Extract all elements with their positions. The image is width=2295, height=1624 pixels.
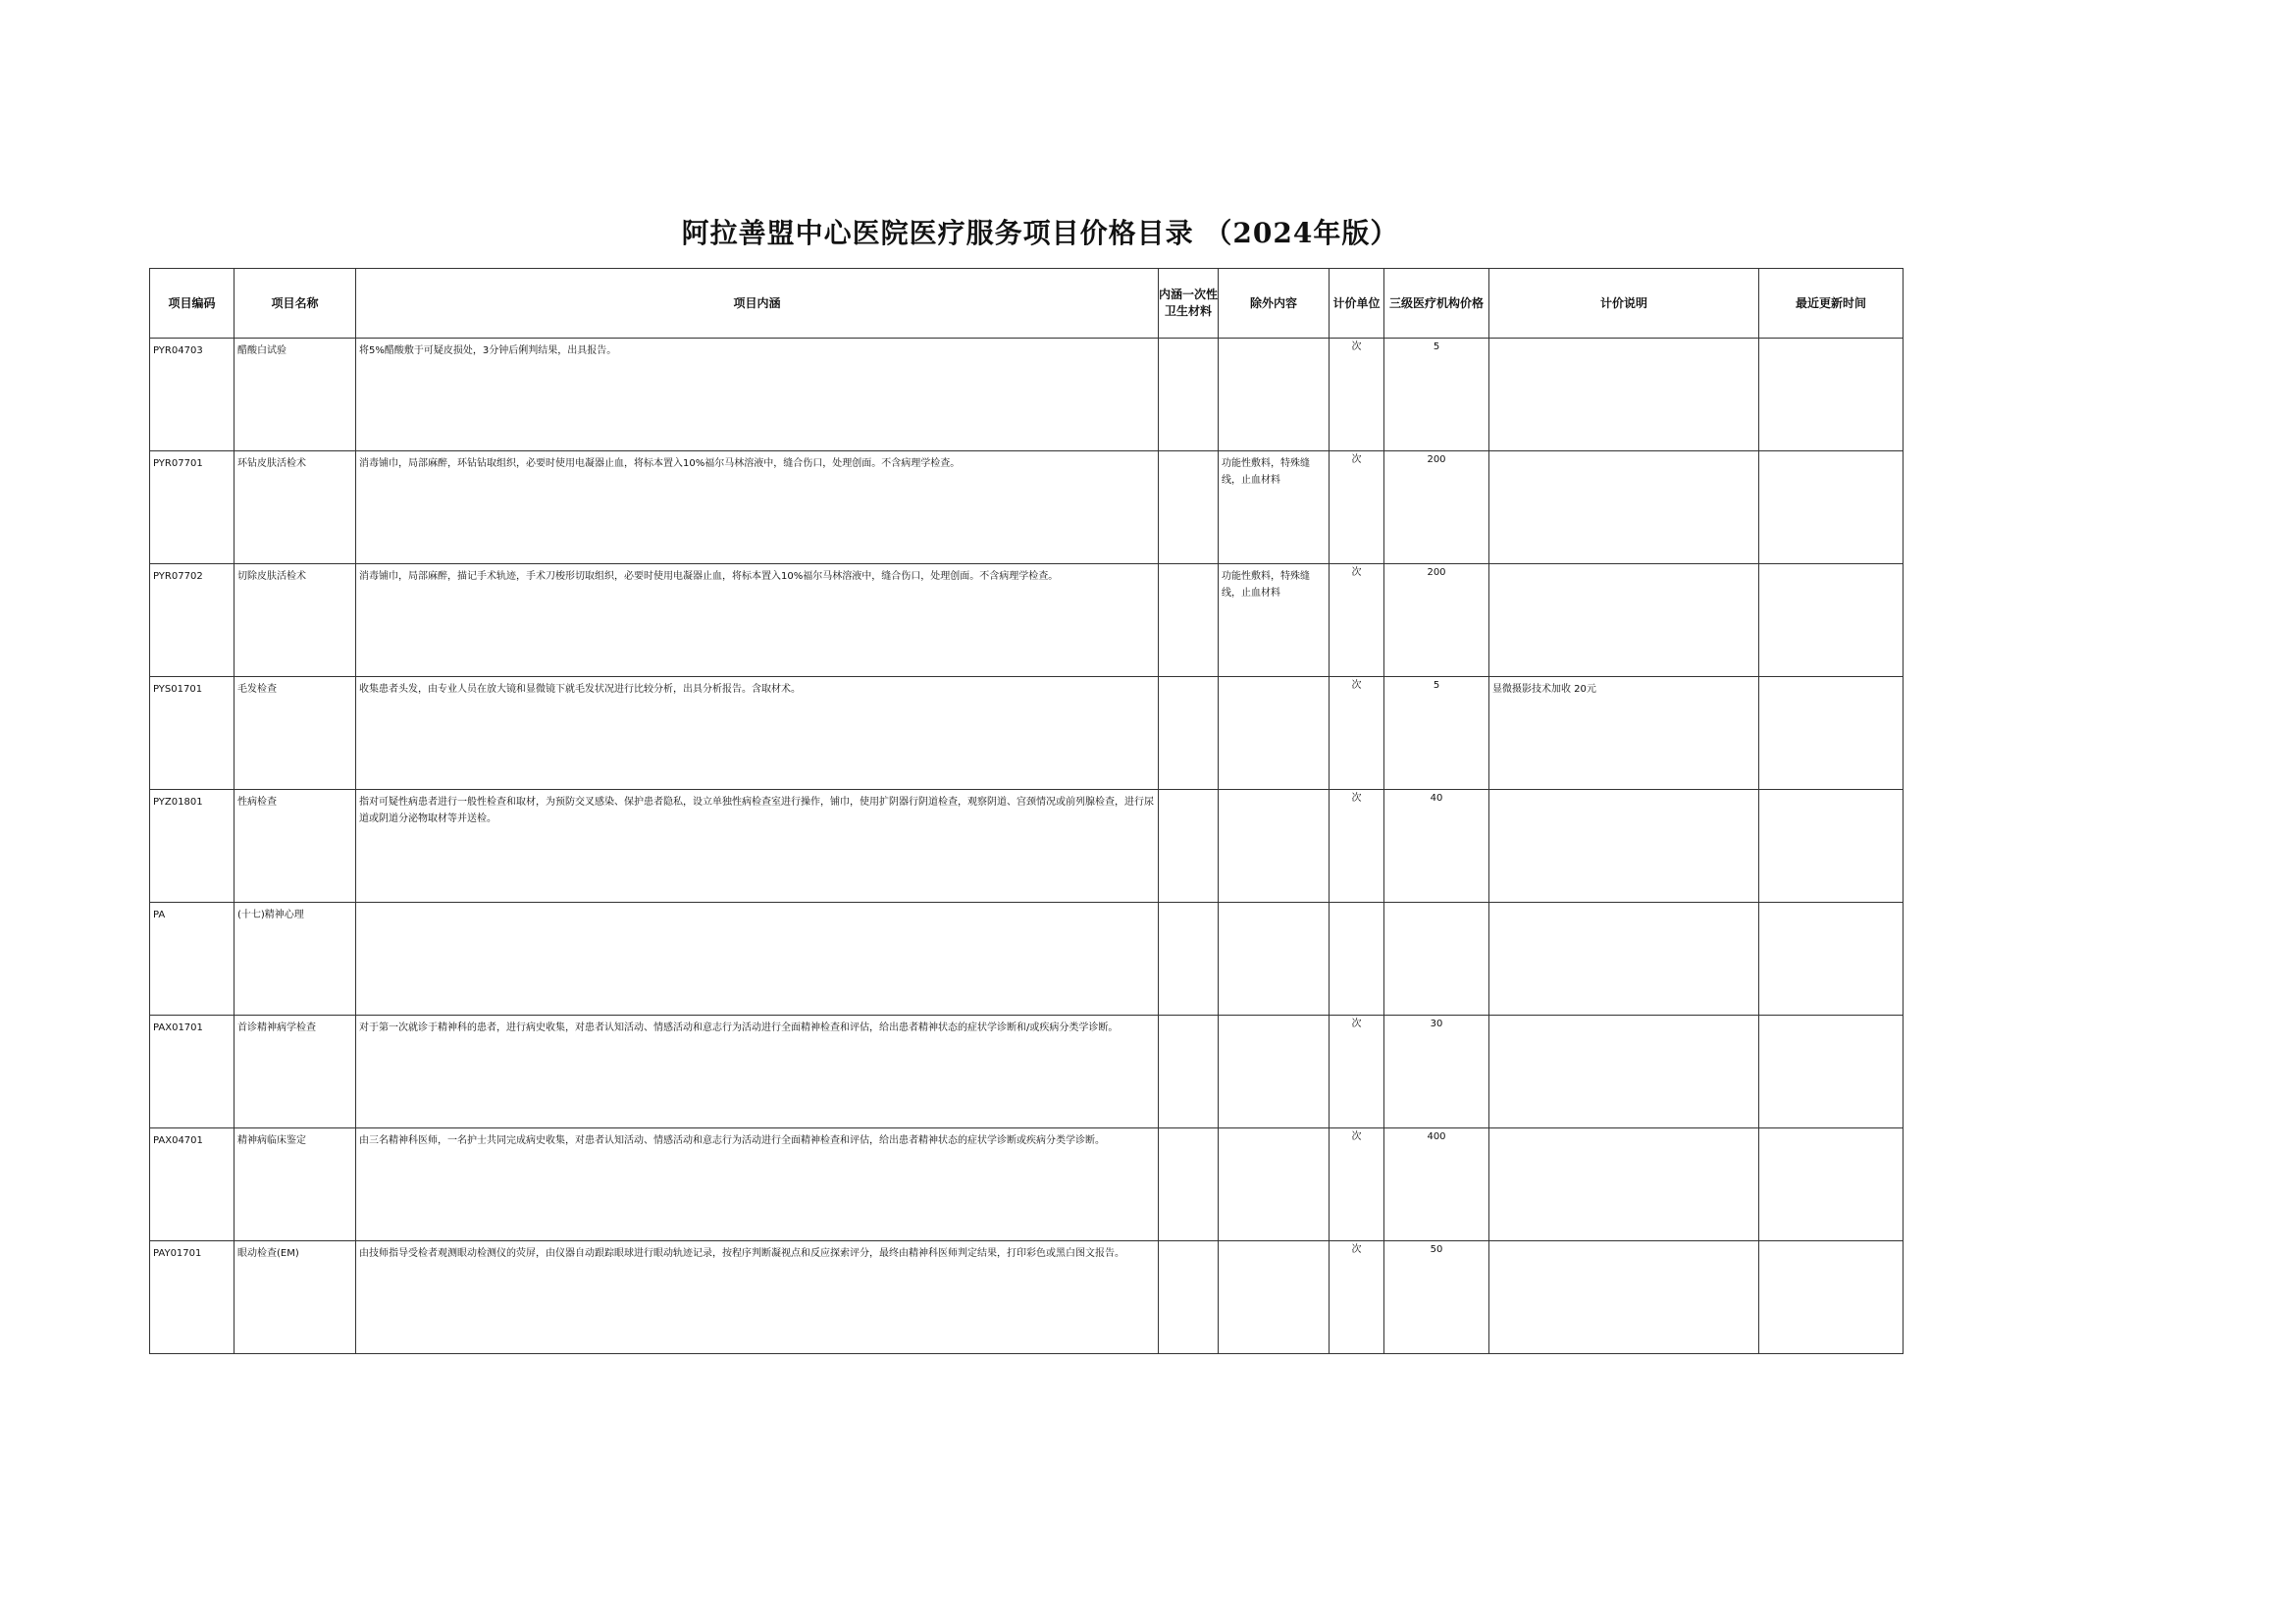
header-price: 三级医疗机构价格 [1384, 269, 1489, 339]
cell-code: PYS01701 [153, 684, 203, 695]
cell-price: 200 [1384, 451, 1489, 564]
cell-unit: 次 [1330, 451, 1384, 564]
header-unit: 计价单位 [1330, 269, 1384, 339]
cell-content: 指对可疑性病患者进行一般性检查和取材，为预防交叉感染、保护患者隐私，设立单独性病检查室进行操作，铺巾，使用扩阴器行阴道检查，观察阴道、宫颈情况或前列腺检查，进行尿道或阴道分泌物取材等并送检。 [359, 797, 1154, 824]
cell-updated [1759, 451, 1903, 455]
cell-name: 醋酸白试验 [237, 345, 287, 356]
cell-updated [1759, 1241, 1903, 1245]
cell-content: 消毒铺巾，局部麻醉，描记手术轨迹，手术刀梭形切取组织，必要时使用电凝器止血，将标本置入10%福尔马林溶液中，缝合伤口，处理创面。不含病理学检查。 [359, 571, 1059, 582]
table-row [150, 1241, 1904, 1354]
cell-consumables [1159, 564, 1218, 568]
cell-note [1489, 1128, 1758, 1132]
table-row [150, 790, 1904, 903]
cell-code: PYZ01801 [153, 797, 203, 808]
cell-code: PYR07701 [153, 458, 203, 469]
cell-price: 400 [1384, 1128, 1489, 1241]
header-note: 计价说明 [1489, 269, 1759, 339]
table-row [150, 451, 1904, 564]
cell-unit: 次 [1330, 790, 1384, 903]
cell-consumables [1159, 903, 1218, 907]
cell-note [1489, 903, 1758, 907]
price-catalog-table [149, 268, 1904, 1354]
header-excluded: 除外内容 [1219, 269, 1330, 339]
cell-unit: 次 [1330, 1016, 1384, 1128]
cell-consumables [1159, 1128, 1218, 1132]
cell-note [1489, 1016, 1758, 1020]
cell-updated [1759, 1128, 1903, 1132]
cell-consumables [1159, 339, 1218, 342]
cell-content: 由三名精神科医师，一名护士共同完成病史收集，对患者认知活动、情感活动和意志行为活动进行全面精神检查和评估，给出患者精神状态的症状学诊断或疾病分类学诊断。 [359, 1135, 1105, 1146]
header-consumables: 内涵一次性卫生材料 [1159, 269, 1219, 339]
cell-updated [1759, 903, 1903, 907]
cell-name: 切除皮肤活检术 [237, 571, 306, 582]
cell-code: PAX04701 [153, 1135, 203, 1146]
cell-excluded: 功能性敷料，特殊缝线，止血材料 [1222, 571, 1310, 599]
cell-code: PA [153, 910, 166, 920]
cell-code: PAX01701 [153, 1022, 203, 1033]
cell-content: 消毒铺巾，局部麻醉，环钻钻取组织，必要时使用电凝器止血，将标本置入10%福尔马林溶液中，缝合伤口，处理创面。不含病理学检查。 [359, 458, 961, 469]
cell-unit: 次 [1330, 677, 1384, 790]
cell-updated [1759, 790, 1903, 794]
cell-unit: 次 [1330, 339, 1384, 451]
cell-excluded [1219, 1128, 1329, 1132]
cell-note [1489, 1241, 1758, 1245]
cell-note [1489, 564, 1758, 568]
cell-updated [1759, 677, 1903, 681]
cell-unit: 次 [1330, 1128, 1384, 1241]
cell-unit [1330, 903, 1384, 1016]
cell-content: 将5%醋酸敷于可疑皮损处，3分钟后俐判结果，出具报告。 [359, 345, 617, 356]
cell-note [1489, 790, 1758, 794]
cell-name: 首诊精神病学检查 [237, 1022, 316, 1033]
table-row [150, 564, 1904, 677]
header-content: 项目内涵 [356, 269, 1159, 339]
cell-updated [1759, 1016, 1903, 1020]
cell-note [1489, 451, 1758, 455]
cell-unit: 次 [1330, 1241, 1384, 1354]
cell-content: 由技师指导受检者观测眼动检测仪的荧屏，由仪器自动跟踪眼球进行眼动轨迹记录，按程序判断凝视点和反应探索评分，最终由精神科医师判定结果，打印彩色或黑白图文报告。 [359, 1248, 1124, 1259]
cell-price: 30 [1384, 1016, 1489, 1128]
cell-unit: 次 [1330, 564, 1384, 677]
cell-name: 精神病临床鉴定 [237, 1135, 306, 1146]
cell-excluded [1219, 1016, 1329, 1020]
cell-name: 性病检查 [237, 797, 277, 808]
header-code: 项目编码 [150, 269, 235, 339]
table-row [150, 1016, 1904, 1128]
cell-consumables [1159, 677, 1218, 681]
cell-name: 毛发检查 [237, 684, 277, 695]
cell-note: 显微摄影技术加收 20元 [1492, 684, 1596, 695]
cell-code: PYR04703 [153, 345, 203, 356]
cell-excluded [1219, 903, 1329, 907]
cell-excluded [1219, 677, 1329, 681]
table-row [150, 903, 1904, 1016]
table-header-row [150, 269, 1904, 339]
cell-content: 收集患者头发，由专业人员在放大镜和显微镜下就毛发状况进行比较分析，出具分析报告。含取材术。 [359, 684, 801, 695]
cell-content [356, 903, 1158, 907]
cell-price: 40 [1384, 790, 1489, 903]
cell-name: 眼动检查(EM) [237, 1248, 299, 1259]
cell-excluded [1219, 790, 1329, 794]
cell-consumables [1159, 1241, 1218, 1245]
cell-name: 环钻皮肤活检术 [237, 458, 306, 469]
page-title: 阿拉善盟中心医院医疗服务项目价格目录 （2024年版） [681, 217, 1399, 249]
cell-updated [1759, 339, 1903, 342]
header-updated: 最近更新时间 [1759, 269, 1904, 339]
cell-price: 200 [1384, 564, 1489, 677]
cell-price: 5 [1384, 339, 1489, 451]
cell-code: PAY01701 [153, 1248, 202, 1259]
cell-price [1384, 903, 1489, 1016]
cell-updated [1759, 564, 1903, 568]
cell-code: PYR07702 [153, 571, 203, 582]
cell-name: (十七)精神心理 [237, 910, 304, 920]
cell-note [1489, 339, 1758, 342]
cell-price: 50 [1384, 1241, 1489, 1354]
cell-excluded: 功能性敷料，特殊缝线，止血材料 [1222, 458, 1310, 486]
header-name: 项目名称 [235, 269, 356, 339]
table-row [150, 1128, 1904, 1241]
cell-consumables [1159, 790, 1218, 794]
cell-excluded [1219, 339, 1329, 342]
cell-excluded [1219, 1241, 1329, 1245]
table-row [150, 339, 1904, 451]
table-row [150, 677, 1904, 790]
cell-consumables [1159, 451, 1218, 455]
cell-price: 5 [1384, 677, 1489, 790]
cell-content: 对于第一次就诊于精神科的患者，进行病史收集，对患者认知活动、情感活动和意志行为活动进行全面精神检查和评估，给出患者精神状态的症状学诊断和/或疾病分类学诊断。 [359, 1022, 1119, 1033]
cell-consumables [1159, 1016, 1218, 1020]
